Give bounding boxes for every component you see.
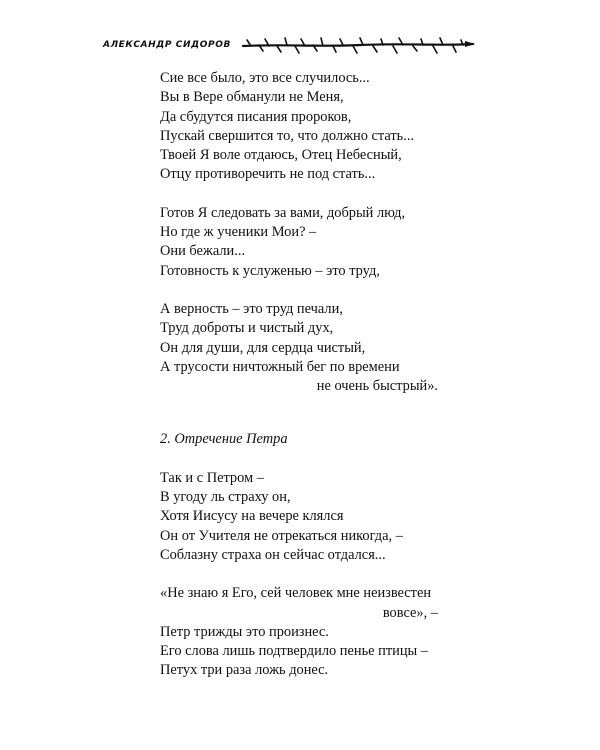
poem-line: Пускай свершится то, что должно стать...: [160, 127, 415, 144]
stanza-3: [160, 300, 460, 396]
poem-line: Да сбудутся писания пророков,: [160, 108, 352, 125]
poem-line: Вы в Вере обманули не Меня,: [160, 89, 344, 106]
section-title: 2. Отречение Петра: [160, 431, 288, 448]
poem-line: Твоей Я воле отдаюсь, Отец Небесный,: [160, 147, 402, 164]
poem-line: А трусости ничтожный бег по времени: [160, 358, 400, 375]
stanza-2: [160, 204, 460, 281]
poem-line: Он для души, для сердца чистый,: [160, 339, 366, 356]
poem-line: Он от Учителя не отрекаться никогда, –: [160, 527, 403, 544]
poem-line: В угоду ль страху он,: [160, 489, 291, 506]
poem-line: Готов Я следовать за вами, добрый люд,: [160, 204, 406, 221]
poem-line: Труд доброты и чистый дух,: [160, 320, 334, 337]
stanza-4: [160, 469, 460, 565]
poem-line: Хотя Иисусу на вечере клялся: [160, 508, 344, 525]
poem-line: Они бежали...: [160, 243, 246, 260]
poem-line: Петр трижды это произнес.: [160, 623, 329, 640]
poem-line: Так и с Петром –: [160, 469, 264, 486]
poem-line: Соблазну страха он сейчас отдался...: [160, 546, 386, 563]
poem-line: «Не знаю я Его, сей человек мне неизвестен: [160, 585, 432, 602]
page-header: [103, 34, 477, 56]
poem-line-continuation: вовсе», –: [382, 604, 438, 621]
poem-line: Но где ж ученики Мои? –: [160, 224, 317, 241]
poem-line: Сие все было, это все случилось...: [160, 70, 370, 86]
poem-line: Его слова лишь подтвердило пенье птицы –: [160, 643, 428, 660]
stanza-5: [160, 584, 460, 680]
thorn-branch-ornament: [241, 34, 477, 56]
poem-line-continuation: не очень быстрый».: [316, 378, 438, 395]
stanza-1: [160, 69, 460, 185]
poem-text: [160, 69, 460, 681]
poem-line: А верность – это труд печали,: [160, 300, 343, 317]
poem-line: Готовность к услуженью – это труд,: [160, 262, 380, 279]
author-name: АЛЕКСАНДР СИДОРОВ: [103, 40, 231, 50]
poem-line: Отцу противоречить не под стать...: [160, 166, 376, 183]
poem-line: Петух три раза ложь донес.: [160, 662, 329, 679]
